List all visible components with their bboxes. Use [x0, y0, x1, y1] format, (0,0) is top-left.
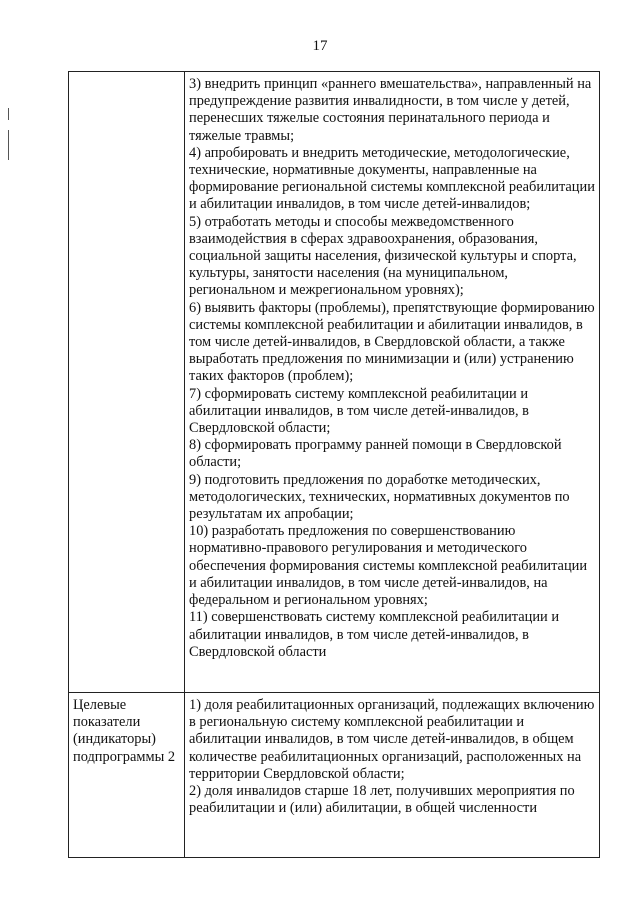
list-item: 5) отработать методы и способы межведомственного взаимодействия в сферах здравоохранения, образования, социальной защиты населения, физической культуры и спорта, культуры, занятости населения (на муниципальном, региональном и межрегиональном уровнях);: [189, 213, 577, 299]
list-item: 3) внедрить принцип «раннего вмешательства», направленный на предупреждение развития инвалидности, в том числе у детей, перенесших тяжелые состояния перинатального периода и тяжелые травмы;: [189, 76, 592, 144]
list-item: 2) доля инвалидов старше 18 лет, получивших мероприятия по реабилитации и (или) абилитации, в общей численности: [189, 783, 575, 817]
list-item: 10) разработать предложения по совершенствованию нормативно-правового регулирования и методического обеспечения формирования системы комплексной реабилитации и абилитации инвалидов, в том числе детей-инвалидов, на федеральном и региональном уровнях;: [189, 523, 588, 609]
list-item: 1) доля реабилитационных организаций, подлежащих включению в региональную систему комплексной реабилитации и абилитации инвалидов, в том числе детей-инвалидов, в общем количестве реабилитационных организаций, расположенных на территории Свердловской области;: [189, 697, 595, 782]
list-item: 9) подготовить предложения по доработке методических, методологических, технических, нормативных документов по результатам их апробации;: [189, 471, 570, 523]
program-table: [68, 71, 600, 858]
table-row: [69, 693, 600, 858]
table-row: [69, 72, 600, 693]
page-number: 17: [312, 38, 328, 54]
row-label-cell: [69, 72, 185, 693]
row-content-cell: [185, 693, 600, 858]
margin-mark: [8, 108, 9, 120]
row-content-cell: [185, 72, 600, 693]
list-item: 4) апробировать и внедрить методические, методологические, технические, нормативные документы, направленные на формирование региональной системы комплексной реабилитации и абилитации инвалидов, в том числе детей-инвалидов;: [189, 144, 595, 213]
margin-mark: [8, 130, 9, 160]
list-item: 8) сформировать программу ранней помощи в Свердловской области;: [189, 437, 562, 471]
list-item: 7) сформировать систему комплексной реабилитации и абилитации инвалидов, в том числе детей-инвалидов, в Свердловской области;: [189, 385, 529, 437]
row-label-cell: [69, 693, 185, 858]
list-item: 11) совершенствовать систему комплексной реабилитации и абилитации инвалидов, в том числе детей-инвалидов, в Свердловской области: [189, 609, 560, 660]
list-item: 6) выявить факторы (проблемы), препятствующие формированию системы комплексной реабилитации и абилитации инвалидов, в том числе детей-инвалидов, в Свердловской области, а также выработать предложения по минимизации и (или) устранению таких факторов (проблем);: [189, 299, 595, 385]
row-label: Целевые показатели (индикаторы) подпрограммы 2: [73, 697, 176, 765]
